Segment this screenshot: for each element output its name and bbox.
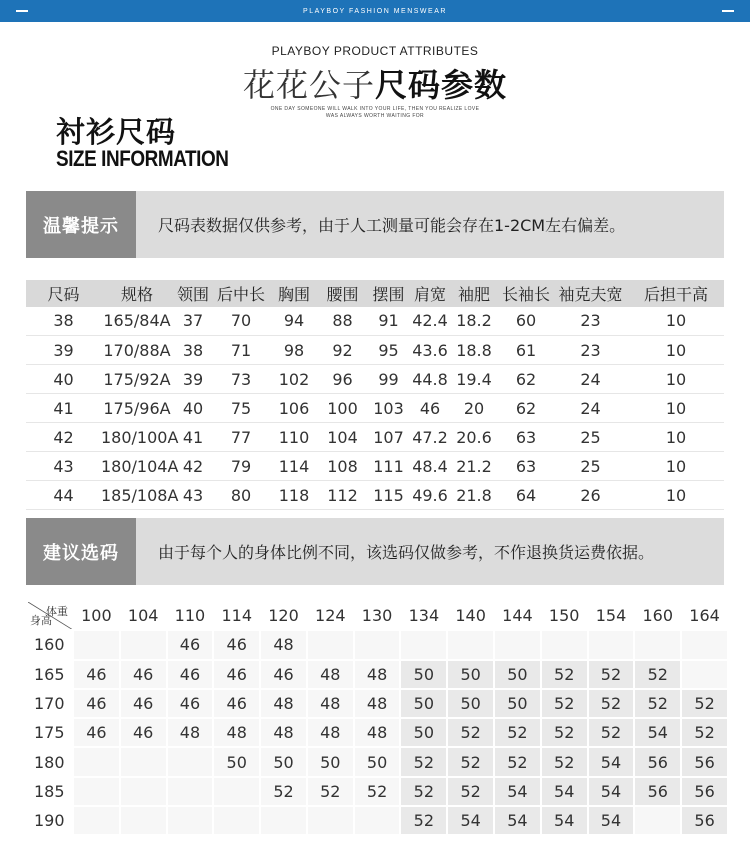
- recommend-cell: 56: [635, 778, 680, 805]
- size-cell: 108: [319, 452, 366, 481]
- size-cell: 18.8: [449, 336, 499, 365]
- recommend-cell: [308, 631, 353, 658]
- size-cell: 114: [269, 452, 319, 481]
- attributes-subline-2: WAS ALWAYS WORTH WAITING FOR: [325, 113, 425, 119]
- size-cell: 104: [319, 423, 366, 452]
- recommend-cell: 52: [401, 778, 446, 805]
- recommend-cell: [74, 748, 119, 775]
- recommend-cell: 46: [214, 661, 259, 688]
- attributes-title-brand: 花花公子: [242, 66, 375, 104]
- size-header-cell: 尺码: [26, 280, 101, 307]
- dash-right-icon: [722, 10, 734, 12]
- corner-cell: [28, 602, 72, 629]
- attributes-subline-1: ONE DAY SOMEONE WILL WALK INTO YOUR LIFE, THEN YOU REALIZE LOVE: [270, 106, 480, 112]
- weight-header-cell: 110: [168, 602, 213, 629]
- size-cell: 21.8: [449, 481, 499, 510]
- recommend-tag: 建议选码: [26, 518, 136, 585]
- size-cell: 10: [628, 481, 724, 510]
- size-cell: 79: [213, 452, 269, 481]
- size-cell: 98: [269, 336, 319, 365]
- recommend-cell: 50: [401, 661, 446, 688]
- size-cell: 185/108A: [101, 481, 173, 510]
- notice-tag: 温馨提示: [26, 191, 136, 258]
- size-cell: 24: [553, 394, 628, 423]
- size-cell: 39: [26, 336, 101, 365]
- recommend-cell: [168, 807, 213, 834]
- recommend-cell: 56: [682, 778, 727, 805]
- size-cell: 180/100A: [101, 423, 173, 452]
- size-cell: 42.4: [411, 307, 449, 336]
- recommend-cell: [121, 748, 166, 775]
- size-header-cell: 长袖长: [499, 280, 553, 307]
- recommend-cell: 50: [448, 661, 493, 688]
- recommend-cell: 46: [121, 661, 166, 688]
- recommend-cell: 48: [308, 661, 353, 688]
- recommend-cell: [168, 778, 213, 805]
- recommend-table: [26, 600, 729, 836]
- recommend-cell: [74, 778, 119, 805]
- size-cell: 19.4: [449, 365, 499, 394]
- recommend-cell: 46: [168, 661, 213, 688]
- recommend-cell: 52: [589, 690, 634, 717]
- size-cell: 40: [26, 365, 101, 394]
- size-cell: 73: [213, 365, 269, 394]
- recommend-cell: 52: [495, 748, 540, 775]
- size-cell: 92: [319, 336, 366, 365]
- table-row: [26, 423, 724, 452]
- size-cell: 63: [499, 423, 553, 452]
- weight-header-cell: 164: [682, 602, 727, 629]
- size-header-cell: 胸围: [269, 280, 319, 307]
- section-title-cn: 衬衫尺码: [56, 115, 177, 149]
- recommend-cell: 48: [261, 719, 306, 746]
- size-cell: 62: [499, 394, 553, 423]
- weight-header-cell: 134: [401, 602, 446, 629]
- size-cell: 26: [553, 481, 628, 510]
- recommend-cell: [214, 778, 259, 805]
- table-row: [28, 661, 727, 688]
- size-header-cell: 腰围: [319, 280, 366, 307]
- recommend-cell: 48: [355, 690, 400, 717]
- height-header-cell: 190: [28, 807, 72, 834]
- size-cell: 61: [499, 336, 553, 365]
- size-cell: 40: [173, 394, 213, 423]
- size-cell: 39: [173, 365, 213, 394]
- size-header-cell: 袖肥: [449, 280, 499, 307]
- recommend-cell: 50: [448, 690, 493, 717]
- recommend-cell: [308, 807, 353, 834]
- weight-header-cell: 140: [448, 602, 493, 629]
- recommend-cell: [74, 807, 119, 834]
- size-table: [26, 279, 724, 510]
- size-cell: 49.6: [411, 481, 449, 510]
- weight-header-cell: 124: [308, 602, 353, 629]
- size-cell: 70: [213, 307, 269, 336]
- size-cell: 99: [366, 365, 411, 394]
- size-cell: 38: [26, 307, 101, 336]
- table-row: [26, 481, 724, 510]
- size-cell: 88: [319, 307, 366, 336]
- recommend-cell: 52: [401, 748, 446, 775]
- weight-header-cell: 104: [121, 602, 166, 629]
- recommend-cell: [635, 631, 680, 658]
- recommend-cell: 52: [495, 719, 540, 746]
- size-cell: 10: [628, 452, 724, 481]
- recommend-text: 由于每个人的身体比例不同，该选码仅做参考，不作退换货运费依据。: [158, 543, 655, 562]
- weight-header-cell: 120: [261, 602, 306, 629]
- table-row: [28, 778, 727, 805]
- top-banner: [0, 0, 750, 22]
- size-cell: 37: [173, 307, 213, 336]
- size-cell: 20: [449, 394, 499, 423]
- recommend-cell: 46: [74, 690, 119, 717]
- size-cell: 175/96A: [101, 394, 173, 423]
- size-cell: 64: [499, 481, 553, 510]
- size-cell: 10: [628, 336, 724, 365]
- recommend-cell: 50: [214, 748, 259, 775]
- size-cell: 170/88A: [101, 336, 173, 365]
- recommend-cell: 56: [682, 748, 727, 775]
- size-cell: 112: [319, 481, 366, 510]
- height-header-cell: 170: [28, 690, 72, 717]
- recommend-cell: 52: [635, 661, 680, 688]
- height-header-cell: 175: [28, 719, 72, 746]
- size-cell: 42: [26, 423, 101, 452]
- size-cell: 71: [213, 336, 269, 365]
- table-row: [26, 452, 724, 481]
- size-cell: 43: [173, 481, 213, 510]
- recommend-cell: 46: [121, 690, 166, 717]
- height-header-cell: 185: [28, 778, 72, 805]
- recommend-cell: 50: [495, 690, 540, 717]
- attributes-title-main: 尺码参数: [375, 66, 508, 104]
- attributes-title: [0, 60, 750, 106]
- size-cell: 46: [411, 394, 449, 423]
- size-cell: 96: [319, 365, 366, 394]
- recommend-cell: [355, 631, 400, 658]
- table-row: [26, 307, 724, 336]
- recommend-cell: 54: [542, 778, 587, 805]
- recommend-cell: 54: [495, 778, 540, 805]
- recommend-cell: 48: [308, 690, 353, 717]
- size-cell: 103: [366, 394, 411, 423]
- recommend-cell: 54: [448, 807, 493, 834]
- recommend-cell: [682, 631, 727, 658]
- table-row: [28, 748, 727, 775]
- size-cell: 44.8: [411, 365, 449, 394]
- size-cell: 43.6: [411, 336, 449, 365]
- recommend-cell: 52: [542, 748, 587, 775]
- recommend-cell: 52: [542, 719, 587, 746]
- size-header-cell: 后担干高: [628, 280, 724, 307]
- recommend-cell: [589, 631, 634, 658]
- size-cell: 100: [319, 394, 366, 423]
- size-cell: 63: [499, 452, 553, 481]
- size-cell: 23: [553, 307, 628, 336]
- recommend-cell: 52: [682, 690, 727, 717]
- weight-header-cell: 130: [355, 602, 400, 629]
- notice-banner: [26, 191, 724, 258]
- recommend-cell: [355, 807, 400, 834]
- recommend-cell: 56: [635, 748, 680, 775]
- recommend-cell: 48: [355, 661, 400, 688]
- recommend-cell: 50: [495, 661, 540, 688]
- recommend-cell: 52: [682, 719, 727, 746]
- recommend-cell: 52: [542, 661, 587, 688]
- size-cell: 41: [173, 423, 213, 452]
- size-cell: 47.2: [411, 423, 449, 452]
- size-cell: 20.6: [449, 423, 499, 452]
- size-header-cell: 摆围: [366, 280, 411, 307]
- size-cell: 75: [213, 394, 269, 423]
- size-cell: 175/92A: [101, 365, 173, 394]
- recommend-cell: 54: [589, 748, 634, 775]
- recommend-cell: 46: [261, 661, 306, 688]
- section-title-en: SIZE INFORMATION: [56, 146, 229, 171]
- recommend-cell: [495, 631, 540, 658]
- size-cell: 21.2: [449, 452, 499, 481]
- size-cell: 91: [366, 307, 411, 336]
- size-cell: 10: [628, 307, 724, 336]
- recommend-cell: 52: [589, 719, 634, 746]
- recommend-banner: [26, 518, 724, 585]
- recommend-cell: [74, 631, 119, 658]
- recommend-cell: 54: [635, 719, 680, 746]
- recommend-cell: 54: [542, 807, 587, 834]
- recommend-cell: [214, 807, 259, 834]
- size-cell: 77: [213, 423, 269, 452]
- size-cell: 180/104A: [101, 452, 173, 481]
- table-row: [28, 690, 727, 717]
- size-cell: 118: [269, 481, 319, 510]
- weight-header-cell: 150: [542, 602, 587, 629]
- size-cell: 102: [269, 365, 319, 394]
- size-header-cell: 领围: [173, 280, 213, 307]
- size-cell: 18.2: [449, 307, 499, 336]
- size-cell: 38: [173, 336, 213, 365]
- height-header-cell: 160: [28, 631, 72, 658]
- size-cell: 24: [553, 365, 628, 394]
- recommend-cell: 46: [214, 631, 259, 658]
- size-cell: 10: [628, 394, 724, 423]
- table-row: [26, 365, 724, 394]
- height-header-cell: 165: [28, 661, 72, 688]
- recommend-cell: 52: [355, 778, 400, 805]
- recommend-cell: 48: [214, 719, 259, 746]
- brand-name: PLAYBOY FASHION MENSWEAR: [303, 7, 447, 15]
- size-cell: 10: [628, 365, 724, 394]
- size-cell: 48.4: [411, 452, 449, 481]
- recommend-cell: 52: [635, 690, 680, 717]
- recommend-cell: 52: [448, 748, 493, 775]
- recommend-cell: 52: [308, 778, 353, 805]
- table-row: [28, 631, 727, 658]
- recommend-cell: 52: [448, 778, 493, 805]
- recommend-cell: [401, 631, 446, 658]
- weight-header-cell: 100: [74, 602, 119, 629]
- table-row: [28, 719, 727, 746]
- size-cell: 60: [499, 307, 553, 336]
- recommend-cell: 54: [495, 807, 540, 834]
- recommend-cell: 48: [261, 690, 306, 717]
- size-cell: 42: [173, 452, 213, 481]
- recommend-cell: 46: [74, 661, 119, 688]
- recommend-cell: 46: [168, 690, 213, 717]
- size-cell: 62: [499, 365, 553, 394]
- recommend-cell: 50: [308, 748, 353, 775]
- size-cell: 111: [366, 452, 411, 481]
- size-header-cell: 后中长: [213, 280, 269, 307]
- dash-left-icon: [16, 10, 28, 12]
- size-cell: 165/84A: [101, 307, 173, 336]
- recommend-header-row: [28, 602, 727, 629]
- recommend-cell: 46: [121, 719, 166, 746]
- recommend-cell: 54: [589, 778, 634, 805]
- weight-header-cell: 114: [214, 602, 259, 629]
- recommend-cell: [261, 807, 306, 834]
- size-cell: 43: [26, 452, 101, 481]
- recommend-cell: 46: [214, 690, 259, 717]
- recommend-cell: [121, 807, 166, 834]
- recommend-cell: 50: [355, 748, 400, 775]
- weight-header-cell: 144: [495, 602, 540, 629]
- attributes-en-title: PLAYBOY PRODUCT ATTRIBUTES: [271, 44, 479, 58]
- recommend-cell: [448, 631, 493, 658]
- table-row: [26, 336, 724, 365]
- recommend-cell: [121, 631, 166, 658]
- table-row: [28, 807, 727, 834]
- size-cell: 44: [26, 481, 101, 510]
- recommend-cell: [121, 778, 166, 805]
- height-header-cell: 180: [28, 748, 72, 775]
- recommend-cell: 48: [308, 719, 353, 746]
- recommend-cell: 54: [589, 807, 634, 834]
- corner-height-label: 身高: [30, 614, 52, 628]
- recommend-cell: [168, 748, 213, 775]
- size-cell: 95: [366, 336, 411, 365]
- recommend-cell: 50: [261, 748, 306, 775]
- size-cell: 41: [26, 394, 101, 423]
- weight-header-cell: 154: [589, 602, 634, 629]
- recommend-cell: 50: [401, 719, 446, 746]
- notice-text: 尺码表数据仅供参考，由于人工测量可能会存在1-2CM左右偏差。: [158, 216, 626, 235]
- weight-header-cell: 160: [635, 602, 680, 629]
- corner-weight-label: 体重: [46, 605, 68, 618]
- table-row: [26, 394, 724, 423]
- size-cell: 25: [553, 423, 628, 452]
- size-header-cell: 袖克夫宽: [553, 280, 628, 307]
- recommend-cell: [635, 807, 680, 834]
- recommend-cell: 50: [401, 690, 446, 717]
- size-cell: 80: [213, 481, 269, 510]
- size-cell: 110: [269, 423, 319, 452]
- size-cell: 115: [366, 481, 411, 510]
- size-table-header: [26, 280, 724, 307]
- recommend-cell: 56: [682, 807, 727, 834]
- recommend-cell: 48: [261, 631, 306, 658]
- recommend-cell: 52: [448, 719, 493, 746]
- recommend-cell: 48: [168, 719, 213, 746]
- size-header-cell: 肩宽: [411, 280, 449, 307]
- recommend-cell: 52: [261, 778, 306, 805]
- recommend-cell: 46: [168, 631, 213, 658]
- recommend-cell: 52: [401, 807, 446, 834]
- recommend-cell: [682, 661, 727, 688]
- size-cell: 10: [628, 423, 724, 452]
- recommend-cell: 52: [589, 661, 634, 688]
- size-cell: 106: [269, 394, 319, 423]
- size-cell: 23: [553, 336, 628, 365]
- size-cell: 107: [366, 423, 411, 452]
- recommend-cell: [542, 631, 587, 658]
- size-cell: 25: [553, 452, 628, 481]
- size-cell: 94: [269, 307, 319, 336]
- size-header-cell: 规格: [101, 280, 173, 307]
- recommend-cell: 48: [355, 719, 400, 746]
- recommend-cell: 52: [542, 690, 587, 717]
- recommend-cell: 46: [74, 719, 119, 746]
